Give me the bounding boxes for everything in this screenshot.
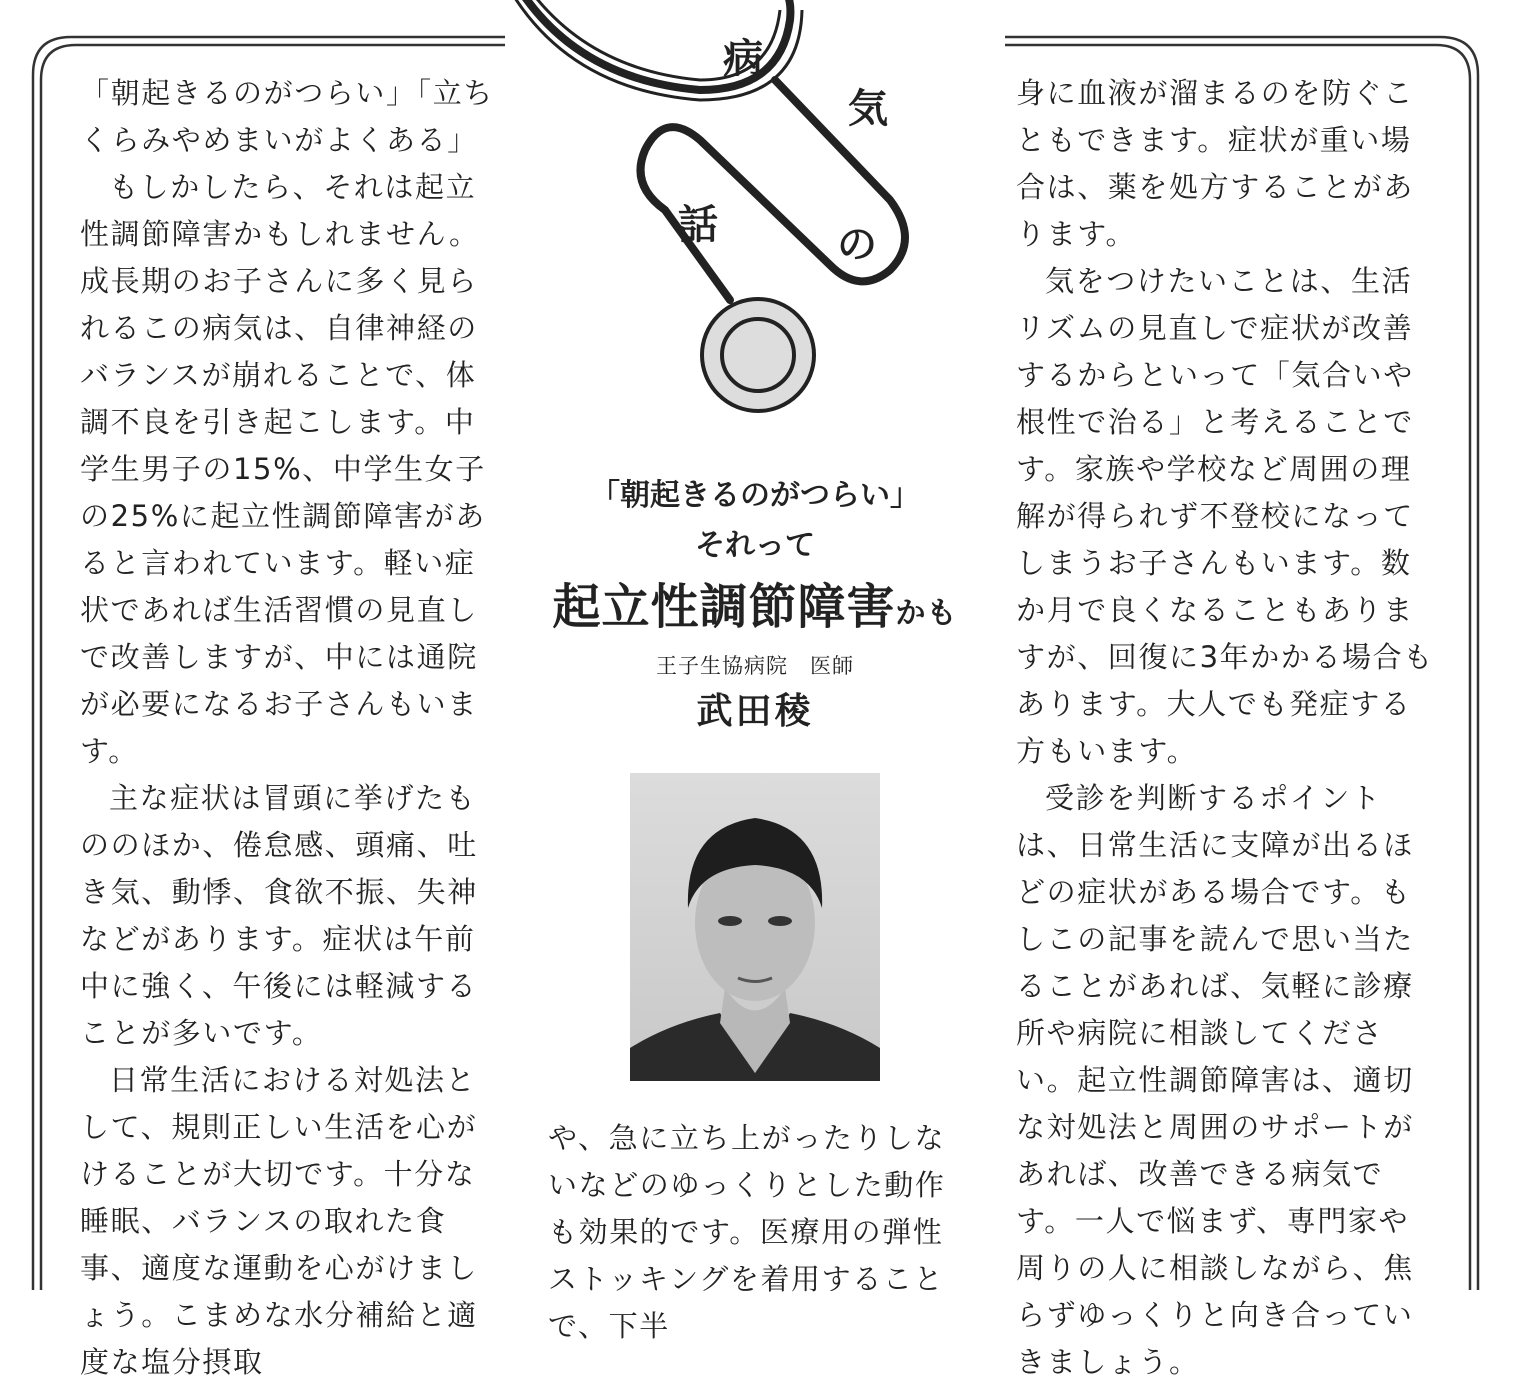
paragraph: 「朝起きるのがつらい」「立ちくらみやめまいがよくある」 — [80, 76, 494, 157]
paragraph: 日常生活における対処法として、規則正しい生活を心がけることが大切です。十分な睡眠、バランスの取れた食事、適度な運動を心がけましょう。こまめな水分補給と適度な塩分摂取 — [80, 1063, 478, 1379]
paragraph: 受診を判断するポイントは、日常生活に支障が出るほどの症状がある場合です。もしこの記事を読んで思い当たることがあれば、気軽に診療所や病院に相談してください。起立性調節障害は、適切な対処法と周囲のサポートがあれば、改善できる病気です。一人で悩まず、専門家や周りの人に相談しながら、焦らずゆっくりと向き合っていきましょう。 — [1016, 781, 1414, 1379]
logo-char-3: の — [837, 222, 877, 268]
author-affiliation: 王子生協病院 医師 — [656, 654, 854, 678]
headline-main — [520, 568, 990, 637]
paragraph: 主な症状は冒頭に挙げたもののほか、倦怠感、頭痛、吐き気、動悸、食欲不振、失神などがあります。症状は午前中に強く、午後には軽減することが多いです。 — [80, 781, 478, 1050]
headline-main-suffix: かも — [895, 596, 958, 631]
article-column-left — [80, 70, 500, 1386]
paragraph: もしかしたら、それは起立性調節障害かもしれません。成長期のお子さんに多く見られるこの病気は、自律神経のバランスが崩れることで、体調不良を引き起こします。中学生男子の15%、中学生女子の25%に起立性調節障害があると言われています。軽い症状であれば生活習慣の見直しで改善しますが、中には通院が必要になるお子さんもいます。 — [80, 170, 486, 768]
headline-line-2: それって — [695, 528, 815, 563]
headline-main-text: 起立性調節障害 — [552, 579, 896, 635]
stethoscope-logo-icon — [500, 0, 920, 420]
author-photo — [630, 773, 880, 1081]
paragraph: 気をつけたいことは、生活リズムの見直しで症状が改善するからといって「気合いや根性で治る」と考えることです。家族や学校など周囲の理解が得られず不登校になってしまうお子さんもいます。数か月で良くなることもありますが、回復に3年かかる場合もあります。大人でも発症する方もいます。 — [1016, 264, 1434, 768]
logo-char-2: 気 — [848, 86, 888, 132]
headline-line-1: 「朝起きるのがつらい」 — [590, 478, 920, 513]
paragraph: や、急に立ち上がったりしないなどのゆっくりとした動作も効果的です。医療用の弾性ストッキングを着用することで、下半 — [548, 1121, 946, 1343]
paragraph: 身に血液が溜まるのを防ぐこともできます。症状が重い場合は、薬を処方することがあります。 — [1016, 76, 1414, 251]
article-column-right — [1016, 70, 1436, 1386]
logo-char-4: 話 — [678, 202, 718, 248]
logo-char-1: 病 — [723, 36, 763, 82]
author-name: 武田稜 — [696, 691, 814, 732]
article-column-middle — [548, 1115, 968, 1350]
